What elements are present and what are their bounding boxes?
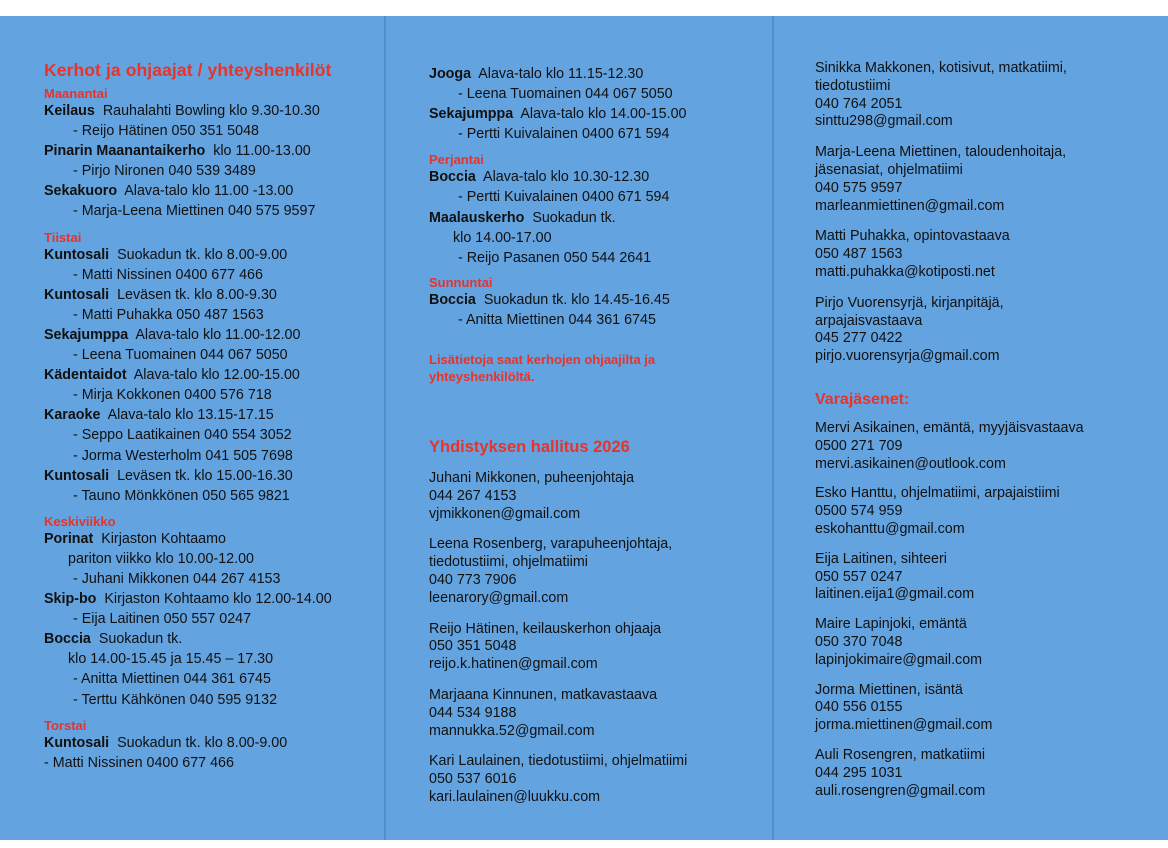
club-line: Kuntosali Leväsen tk. klo 8.00-9.30 <box>44 286 277 303</box>
contact-line: - Mirja Kokkonen 0400 576 718 <box>73 387 272 404</box>
club-line: Sekajumppa Alava-talo klo 14.00-15.00 <box>429 106 687 123</box>
board-member: Reijo Hätinen, keilauskerhon ohjaaja 050 351 5048 reijo.k.hatinen@gmail.com <box>429 620 662 673</box>
board-member: Leena Rosenberg, varapuheenjohtaja, tiedotustiimi, ohjelmatiimi 040 773 7906 leenarory@gmail.com <box>429 536 673 606</box>
board-member: Marjaana Kinnunen, matkavastaava 044 534 9188 mannukka.52@gmail.com <box>429 687 658 739</box>
members-panel <box>774 16 1168 840</box>
club-line: Boccia Alava-talo klo 10.30-12.30 <box>429 169 650 186</box>
contact-line: - Marja-Leena Miettinen 040 575 9597 <box>73 203 316 220</box>
contact-line: - Terttu Kähkönen 040 595 9132 <box>73 691 278 708</box>
contact-line: - Reijo Pasanen 050 544 2641 <box>458 249 652 266</box>
deputy-member: Jorma Miettinen, isäntä 040 556 0155 jorma.miettinen@gmail.com <box>815 681 993 734</box>
club-line: Pinarin Maanantaikerho klo 11.00-13.00 <box>44 143 311 160</box>
clubs-heading: Kerhot ja ohjaajat / yhteyshenkilöt <box>44 60 332 80</box>
contact-line: - Anitta Miettinen 044 361 6745 <box>458 311 656 328</box>
club-line: Kuntosali Suokadun tk. klo 8.00-9.00 <box>44 246 288 263</box>
deputy-heading: Varajäsenet: <box>815 390 910 408</box>
time-line: klo 14.00-15.45 ja 15.45 – 17.30 <box>68 651 274 668</box>
contact-line: - Jorma Westerholm 041 505 7698 <box>73 447 293 464</box>
contact-line: - Pertti Kuivalainen 0400 671 594 <box>458 126 670 143</box>
board-member: Matti Puhakka, opintovastaava 050 487 1563 matti.puhakka@kotiposti.net <box>815 228 1010 280</box>
club-line: Keilaus Rauhalahti Bowling klo 9.30-10.30 <box>44 103 320 119</box>
board-member: Sinikka Makkonen, kotisivut, matkatiimi, tiedotustiimi 040 764 2051 sinttu298@gmail.com <box>815 60 1067 130</box>
day-torstai: Torstai <box>44 717 87 733</box>
contact-line: - Seppo Laatikainen 040 554 3052 <box>73 427 292 444</box>
club-line: Karaoke Alava-talo klo 13.15-17.15 <box>44 407 274 424</box>
club-line: Jooga Alava-talo klo 11.15-12.30 <box>429 66 644 82</box>
club-line: Porinat Kirjaston Kohtaamo <box>44 530 226 547</box>
contact-line: - Leena Tuomainen 044 067 5050 <box>458 86 673 103</box>
deputy-member: Mervi Asikainen, emäntä, myyjäisvastaava 0500 271 709 mervi.asikainen@outlook.com <box>815 419 1084 472</box>
contact-line: - Matti Puhakka 050 487 1563 <box>73 306 264 323</box>
deputy-member: Eija Laitinen, sihteeri 050 557 0247 laitinen.eija1@gmail.com <box>815 550 975 603</box>
board-member: Marja-Leena Miettinen, taloudenhoitaja, jäsenasiat, ohjelmatiimi 040 575 9597 marleanmiettinen@gmail.com <box>815 144 1067 214</box>
club-line: Kuntosali Suokadun tk. klo 8.00-9.00 <box>44 734 288 751</box>
time-line: klo 14.00-17.00 <box>453 229 552 246</box>
contact-line: - Pirjo Nironen 040 539 3489 <box>73 163 256 180</box>
day-perjantai: Perjantai <box>429 152 484 168</box>
contact-line: - Pertti Kuivalainen 0400 671 594 <box>458 189 670 206</box>
club-line: Kuntosali Leväsen tk. klo 15.00-16.30 <box>44 467 293 484</box>
clubs-panel <box>0 16 384 840</box>
contact-line: - Leena Tuomainen 044 067 5050 <box>73 347 288 364</box>
contact-line: - Juhani Mikkonen 044 267 4153 <box>73 570 281 587</box>
day-tiistai: Tiistai <box>44 229 82 245</box>
schedule-board-panel <box>386 16 772 840</box>
deputy-member: Maire Lapinjoki, emäntä 050 370 7048 lapinjokimaire@gmail.com <box>815 616 983 668</box>
contact-line: - Tauno Mönkkönen 050 565 9821 <box>73 487 290 504</box>
club-line: Kädentaidot Alava-talo klo 12.00-15.00 <box>44 367 300 384</box>
deputy-member: Esko Hanttu, ohjelmatiimi, arpajaistiimi 0500 574 959 eskohanttu@gmail.com <box>815 485 1060 537</box>
contact-line: - Reijo Hätinen 050 351 5048 <box>73 123 259 140</box>
time-line: pariton viikko klo 10.00-12.00 <box>68 550 254 567</box>
board-member: Juhani Mikkonen, puheenjohtaja 044 267 4153 vjmikkonen@gmail.com <box>429 470 635 522</box>
contact-line: - Matti Nissinen 0400 677 466 <box>73 266 263 283</box>
board-heading: Yhdistyksen hallitus 2026 <box>429 438 630 457</box>
day-sunnuntai: Sunnuntai <box>429 274 493 290</box>
club-line: Boccia Suokadun tk. <box>44 631 183 648</box>
club-line: Maalauskerho Suokadun tk. <box>429 209 616 226</box>
club-line: Sekajumppa Alava-talo klo 11.00-12.00 <box>44 326 301 343</box>
deputy-member: Auli Rosengren, matkatiimi 044 295 1031 auli.rosengren@gmail.com <box>815 746 986 799</box>
board-member: Pirjo Vuorensyrjä, kirjanpitäjä, arpajaisvastaava 045 277 0422 pirjo.vuorensyrja@gmail.com <box>815 294 1004 365</box>
board-member: Kari Laulainen, tiedotustiimi, ohjelmatiimi 050 537 6016 kari.laulainen@luukku.com <box>429 753 688 805</box>
contact-line: - Matti Nissinen 0400 677 466 <box>44 754 234 771</box>
day-keskiviikko: Keskiviikko <box>44 513 116 529</box>
contact-line: - Anitta Miettinen 044 361 6745 <box>73 671 271 688</box>
club-line: Boccia Suokadun tk. klo 14.45-16.45 <box>429 291 670 308</box>
info-note: Lisätietoja saat kerhojen ohjaajilta ja yhteyshenkilöltä. <box>429 352 656 385</box>
contact-line: - Eija Laitinen 050 557 0247 <box>73 611 252 628</box>
club-line: Sekakuoro Alava-talo klo 11.00 -13.00 <box>44 183 294 200</box>
day-maanantai: Maanantai <box>44 86 108 101</box>
club-line: Skip-bo Kirjaston Kohtaamo klo 12.00-14.00 <box>44 591 332 608</box>
